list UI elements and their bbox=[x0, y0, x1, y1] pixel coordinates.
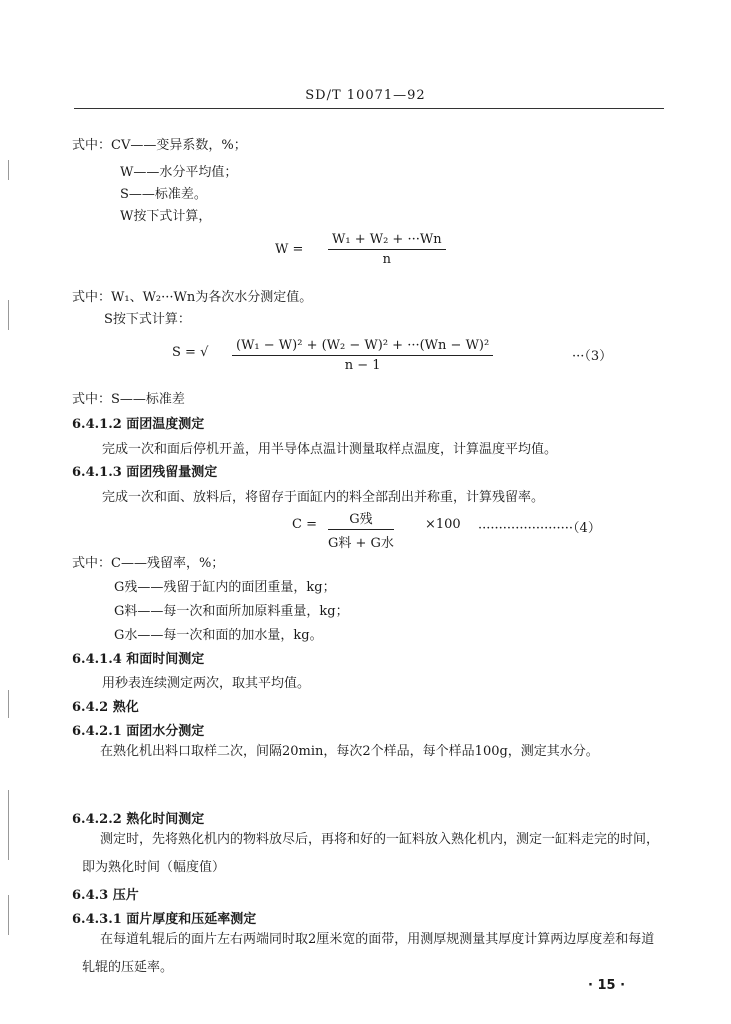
defs-c: 式中：C——残留率，%； bbox=[72, 556, 225, 571]
page-header: SD/T 10071—92 bbox=[305, 88, 426, 103]
formula-c-denominator: G料 + G水 bbox=[328, 536, 394, 551]
s-calc-note: S按下式计算： bbox=[104, 312, 191, 327]
section-6-4-3-1-title: 6.4.3.1 面片厚度和压延率测定 bbox=[72, 912, 257, 927]
w-calc-note: W按下式计算， bbox=[120, 209, 212, 224]
section-6-4-2-2-body: 测定时，先将熟化机内的物料放尽后，再将和好的一缸料放入熟化机内，测定一缸料走完的时间，即为熟化时间（幅度值） bbox=[82, 832, 660, 875]
defs-cv: 式中：CV——变异系数，%； bbox=[72, 138, 247, 153]
page-number: · 15 · bbox=[588, 978, 626, 993]
scan-edge-mark bbox=[8, 895, 9, 935]
section-6-4-1-4-body: 用秒表连续测定两次，取其平均值。 bbox=[102, 676, 311, 691]
section-6-4-3-1-body: 在每道轧辊后的面片左右两端同时取2厘米宽的面带，用测厚规测量其厚度计算两边厚度差和每道轧辊的压延率。 bbox=[82, 932, 655, 975]
formula-c-factor: ×100 bbox=[425, 517, 461, 532]
formula-w-denominator: n bbox=[382, 252, 391, 267]
section-6-4-2-2-title: 6.4.2.2 熟化时间测定 bbox=[72, 812, 205, 827]
formula-s-numerator: (W₁ − W)² + (W₂ − W)² + ···(Wn − W)² bbox=[232, 338, 493, 356]
formula-s-fraction bbox=[232, 338, 493, 373]
defs-g-material: G料——每一次和面所加原料重量，kg； bbox=[114, 604, 349, 619]
section-6-4-1-3-title: 6.4.1.3 面团残留量测定 bbox=[72, 465, 218, 480]
header-rule bbox=[74, 108, 664, 109]
section-6-4-2-title: 6.4.2 熟化 bbox=[72, 700, 139, 715]
formula-s-denominator: n − 1 bbox=[344, 358, 381, 373]
section-6-4-1-2-body: 完成一次和面后停机开盖，用半导体点温计测量取样点温度，计算温度平均值。 bbox=[102, 442, 558, 457]
defs-g-water: G水——每一次和面的加水量，kg。 bbox=[114, 628, 323, 643]
section-6-4-3-title: 6.4.3 压片 bbox=[72, 888, 139, 903]
section-6-4-1-3-body: 完成一次和面、放料后，将留存于面缸内的料全部刮出并称重，计算残留率。 bbox=[102, 490, 545, 505]
defs-w: W——水分平均值； bbox=[120, 165, 238, 180]
defs-g-residue: G残——残留于缸内的面团重量，kg； bbox=[114, 580, 336, 595]
section-6-4-2-1-body: 在熟化机出料口取样二次，间隔20min，每次2个样品，每个样品100g，测定其水分。 bbox=[100, 744, 599, 759]
formula-w-numerator: W₁ + W₂ + ···Wn bbox=[328, 232, 446, 250]
scan-edge-mark bbox=[8, 790, 9, 860]
section-6-4-2-1-title: 6.4.2.1 面团水分测定 bbox=[72, 724, 205, 739]
defs-wn: 式中：W₁、W₂···Wn为各次水分测定值。 bbox=[72, 290, 313, 305]
scan-edge-mark bbox=[8, 160, 9, 180]
defs-s2: 式中：S——标准差 bbox=[72, 392, 185, 407]
formula-w-lhs: W = bbox=[275, 242, 304, 257]
formula-c-tag: ·······················（4） bbox=[478, 521, 601, 536]
formula-c-lhs: C = bbox=[292, 517, 317, 532]
section-6-4-1-2-title: 6.4.1.2 面团温度测定 bbox=[72, 417, 205, 432]
formula-s-lhs: S = √ bbox=[172, 345, 209, 360]
scan-edge-mark bbox=[8, 690, 9, 718]
section-6-4-1-4-title: 6.4.1.4 和面时间测定 bbox=[72, 652, 205, 667]
formula-c-numerator: G残 bbox=[328, 508, 394, 530]
scan-edge-mark bbox=[8, 300, 9, 330]
formula-s-tag: ···（3） bbox=[572, 349, 613, 364]
formula-c-fraction bbox=[328, 508, 394, 551]
defs-s: S——标准差。 bbox=[120, 187, 207, 202]
formula-w-fraction bbox=[328, 232, 446, 267]
